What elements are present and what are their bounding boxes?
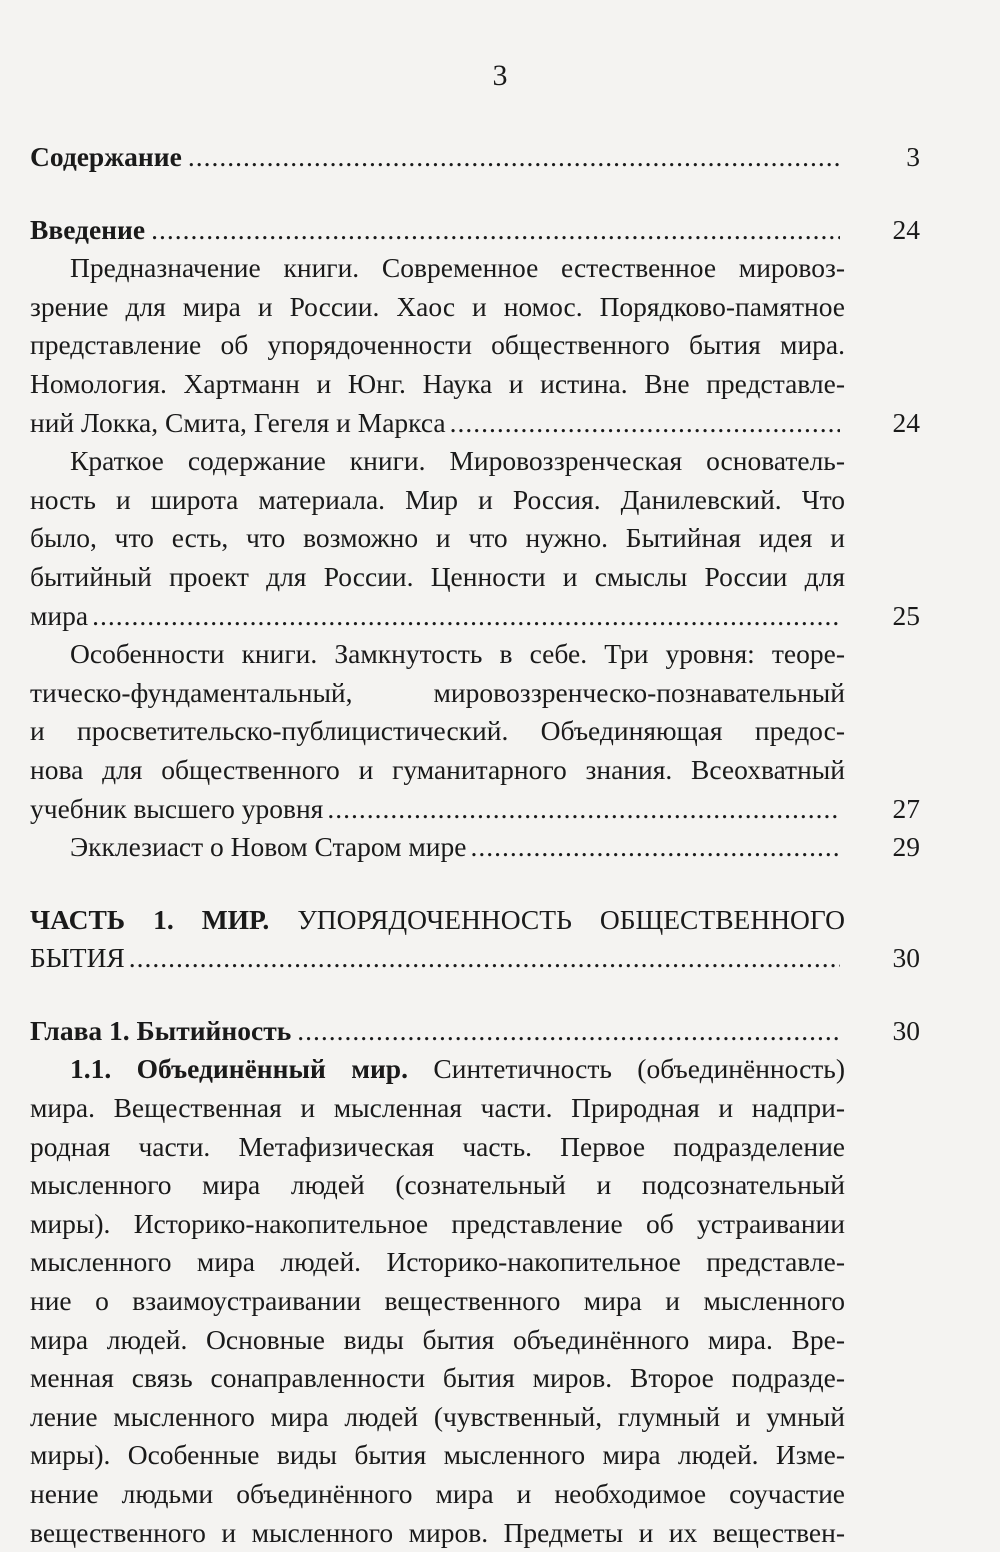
- toc-text-line: мысленного мира людей (сознательный и подсознательный: [30, 1169, 845, 1201]
- toc-text-line: мира людей. Основные виды бытия объединённого мира. Вре-: [30, 1323, 845, 1355]
- toc-text-line: ление мысленного мира людей (чувственный, глумный и умный: [30, 1400, 845, 1432]
- leader-dots: [188, 138, 840, 177]
- toc-entry-introduction[interactable]: [30, 211, 920, 250]
- toc-text-line: и просветительско-публицистический. Объединяющая предос-: [30, 715, 845, 747]
- toc-text-line: Особенности книги. Замкнутость в себе. Три уровня: теоре-: [70, 638, 845, 670]
- leader-dots: [129, 939, 840, 978]
- page-number: 3: [492, 59, 508, 92]
- part-label: ЧАСТЬ 1. МИР.: [30, 903, 270, 935]
- toc-entry-part-1[interactable]: [30, 901, 920, 978]
- toc-text-line: мысленного мира людей. Историко-накопительное представле-: [30, 1246, 845, 1278]
- leader-dots: [327, 790, 840, 829]
- toc-page-number: 24: [892, 406, 920, 438]
- toc-text-line: Экклезиаст о Новом Старом мире: [70, 831, 467, 863]
- toc-entry-title: Содержание: [30, 141, 182, 172]
- toc-page-number: 30: [892, 942, 920, 974]
- toc-text-line: тическо-фундаментальный, мировоззренческо-познавательный: [30, 676, 845, 708]
- leader-dots: [151, 211, 840, 250]
- toc-text-line: родная части. Метафизическая часть. Первое подразделение: [30, 1130, 845, 1162]
- part-title-line: [30, 901, 845, 940]
- toc-text-line: бытийный проект для России. Ценности и смыслы России для: [30, 560, 845, 592]
- toc-subentry[interactable]: [30, 635, 920, 828]
- leader-dots: [470, 828, 840, 867]
- toc-text-line: мира. Вещественная и мысленная части. Природная и надпри-: [30, 1092, 845, 1124]
- toc-text-line: Предназначение книги. Современное естественное мировоз-: [70, 252, 845, 284]
- toc-subentry[interactable]: [30, 442, 920, 635]
- leader-dots: [297, 1012, 840, 1051]
- toc-text-line: менная связь сонаправленности бытия миров. Второе подразде-: [30, 1362, 845, 1394]
- leader-dots: [450, 404, 840, 443]
- toc-text-line: ние о взаимоустраивании вещественного мира и мысленного: [30, 1285, 845, 1317]
- toc-page-number: 29: [892, 831, 920, 863]
- toc-text-line: представление об упорядоченности общественного бытия мира.: [30, 329, 845, 361]
- toc-text-line: учебник высшего уровня: [30, 792, 324, 824]
- table-of-contents: [30, 138, 920, 1552]
- toc-text-line: нение людьми объединённого мира и необходимое соучастие: [30, 1478, 845, 1509]
- toc-text-line: ность и широта материала. Мир и Россия. Данилевский. Что: [30, 483, 845, 515]
- toc-text-line: Номология. Хартманн и Юнг. Наука и истина. Вне представле-: [30, 367, 845, 399]
- section-title: 1.1. Объединённый мир.: [70, 1053, 408, 1085]
- toc-entry-title: Введение: [30, 213, 146, 245]
- part-title: УПОРЯДОЧЕННОСТЬ ОБЩЕСТВЕННОГО: [269, 903, 845, 935]
- toc-text-line: Краткое содержание книги. Мировоззренческая основатель-: [70, 445, 845, 477]
- toc-entry-contents[interactable]: [30, 138, 920, 177]
- toc-entry-title: Глава 1. Бытийность: [30, 1014, 292, 1046]
- toc-text-line: миры). Особенные виды бытия мысленного мира людей. Изме-: [30, 1439, 845, 1471]
- toc-text-line: вещественного и мысленного миров. Предметы и их веществен-: [30, 1516, 845, 1548]
- toc-text-line: 1.1. Объединённый мир. Синтетичность (объединённость): [70, 1053, 846, 1085]
- toc-page-number: 30: [892, 1014, 920, 1046]
- leader-dots: [92, 597, 840, 636]
- toc-subentry-1-1[interactable]: [30, 1050, 920, 1552]
- toc-text-line: ний Локка, Смита, Гегеля и Маркса: [30, 406, 446, 438]
- toc-entry-chapter-1[interactable]: [30, 1012, 920, 1051]
- toc-text-line: миры). Историко-накопительное представление об устраивании: [30, 1207, 845, 1239]
- toc-text-line: нова для общественного и гуманитарного знания. Всеохватный: [30, 753, 845, 785]
- toc-page-number: 24: [892, 213, 920, 245]
- toc-page-number: 27: [892, 792, 920, 824]
- toc-page-number: 3: [906, 141, 920, 172]
- toc-text-line: было, что есть, что возможно и что нужно. Бытийная идея и: [30, 522, 845, 554]
- toc-page-number: 25: [892, 599, 920, 631]
- toc-text-line: зрение для мира и России. Хаос и номос. Порядково-памятное: [30, 290, 845, 322]
- toc-subentry[interactable]: [30, 249, 920, 442]
- toc-text-line: мира: [30, 599, 89, 631]
- toc-subentry[interactable]: [30, 828, 920, 867]
- toc-text-line: БЫТИЯ: [30, 942, 125, 974]
